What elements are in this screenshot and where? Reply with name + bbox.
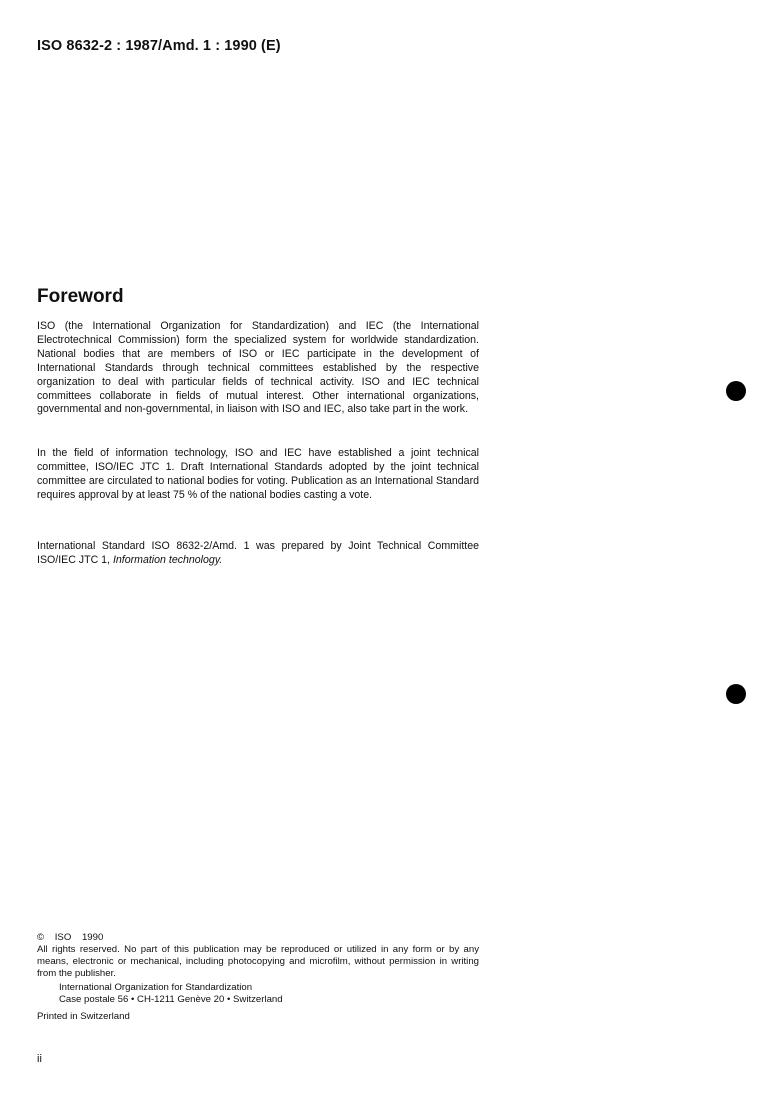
rights-statement: All rights reserved. No part of this publication may be reproduced or utilized in any form or by any means, electronic or mechanical, including photocopying and microfilm, without permission in writing from the publisher. <box>37 944 479 980</box>
section-title: Foreword <box>37 286 124 307</box>
organization-name: International Organization for Standardization <box>59 982 253 994</box>
copyright-year: 1990 <box>81 932 104 943</box>
copyright-line <box>37 932 479 944</box>
punch-hole-mark <box>726 684 746 704</box>
foreword-paragraph-2: In the field of information technology, ISO and IEC have established a joint technical committee, ISO/IEC JTC 1. Draft International Standards adopted by the joint technical committee are circulated to national bodies for voting. Publication as an International Standard requires approval by at least 75 % of the national bodies casting a vote. <box>37 447 479 501</box>
page-number: ii <box>37 1053 42 1065</box>
foreword-paragraph-1: ISO (the International Organization for Standardization) and IEC (the International Electrotechnical Commission) form the specialized system for worldwide standardization. National bodies that are members of ISO or IEC participate in the development of International Standards through technical committees established by the respective organization to deal with particular fields of technical activity. ISO and IEC technical committees collaborate in fields of mutual interest. Other international organizations, governmental and non-governmental, in liaison with ISO and IEC, also take part in the work. <box>37 320 479 416</box>
paragraph-3-text: International Standard ISO 8632-2/Amd. 1 was prepared by Joint Technical Committee ISO/IEC JTC 1, <box>37 540 479 566</box>
punch-hole-mark <box>726 381 746 401</box>
publisher-address <box>37 982 479 1006</box>
committee-title: Information technology. <box>112 553 223 566</box>
foreword-paragraph-3 <box>37 540 479 568</box>
organization-address: Case postale 56 • CH-1211 Genève 20 • Switzerland <box>59 994 283 1006</box>
copyright-notice <box>37 932 479 1023</box>
printed-location: Printed in Switzerland <box>37 1010 130 1022</box>
document-identifier: ISO 8632-2 : 1987/Amd. 1 : 1990 (E) <box>37 38 281 54</box>
copyright-symbol: © <box>37 932 45 943</box>
copyright-holder: ISO <box>54 932 72 943</box>
